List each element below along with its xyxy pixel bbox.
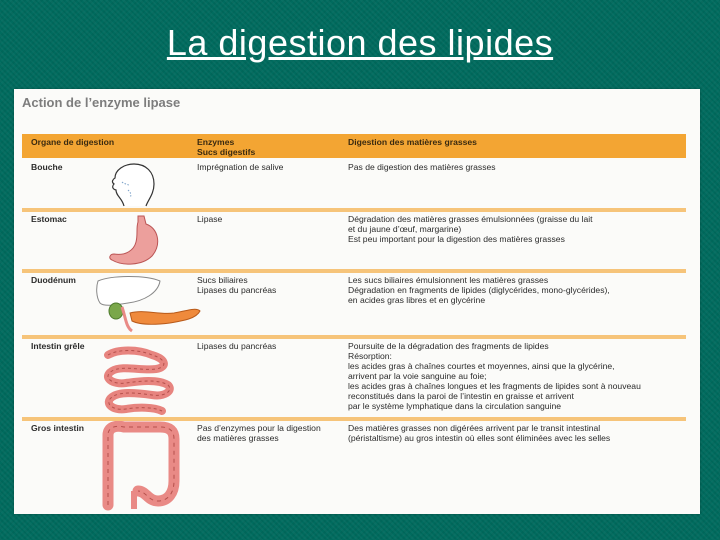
liver-pancreas-icon xyxy=(92,273,202,335)
table-row-gros-intestin xyxy=(22,421,686,513)
row-organ: Duodénum xyxy=(31,275,76,285)
document-heading: Action de l’enzyme lipase xyxy=(22,95,181,110)
head-profile-icon xyxy=(94,162,164,208)
header-digestion: Digestion des matières grasses xyxy=(348,137,477,147)
row-enzymes: Sucs biliaires Lipases du pancréas xyxy=(197,275,277,295)
row-digestion: Dégradation des matières grasses émulsionnées (graisse du lait et du jaune d’œuf, margarine) Est peu important pour la digestion des matières grasses xyxy=(348,214,593,244)
row-organ: Bouche xyxy=(31,162,63,172)
row-digestion: Poursuite de la dégradation des fragments de lipides Résorption: les acides gras à chaînes courtes et moyennes, ainsi que la glycérine, arrivent par la voie sanguine au foie; les acides gras à chaînes longues et les fragments de lipides sont à nouveau reconstitués dans la paroi de l’intestin en graisse et arrivent par le système lymphatique dans la circulation sanguine xyxy=(348,341,641,411)
table-row-duodenum xyxy=(22,273,686,335)
small-intestine-icon xyxy=(98,345,178,417)
header-enzymes: Enzymes Sucs digestifs xyxy=(197,137,256,157)
row-enzymes: Imprégnation de salive xyxy=(197,162,284,172)
row-organ: Estomac xyxy=(31,214,67,224)
slide-title: La digestion des lipides xyxy=(166,22,554,63)
row-organ: Intestin grêle xyxy=(31,341,85,351)
row-enzymes: Lipase xyxy=(197,214,223,224)
row-organ: Gros intestin xyxy=(31,423,85,433)
table-row-estomac xyxy=(22,212,686,269)
row-enzymes: Lipases du pancréas xyxy=(197,341,277,351)
table-row-bouche xyxy=(22,160,686,208)
large-intestine-icon xyxy=(88,421,188,513)
row-digestion: Pas de digestion des matières grasses xyxy=(348,162,496,172)
stomach-icon xyxy=(100,214,170,268)
document-figure xyxy=(14,89,700,514)
row-enzymes: Pas d’enzymes pour la digestion des matières grasses xyxy=(197,423,321,443)
row-digestion: Des matières grasses non digérées arrivent par le transit intestinal (péristaltisme) au gros intestin où elles sont éliminées avec les selles xyxy=(348,423,611,443)
row-digestion: Les sucs biliaires émulsionnent les matières grasses Dégradation en fragments de lipides (diglycérides, mono-glycérides), en acides gras libres et en glycérine xyxy=(348,275,610,305)
table-header xyxy=(22,134,686,158)
table-row-intestin-grele xyxy=(22,339,686,417)
header-organ: Organe de digestion xyxy=(31,137,115,147)
